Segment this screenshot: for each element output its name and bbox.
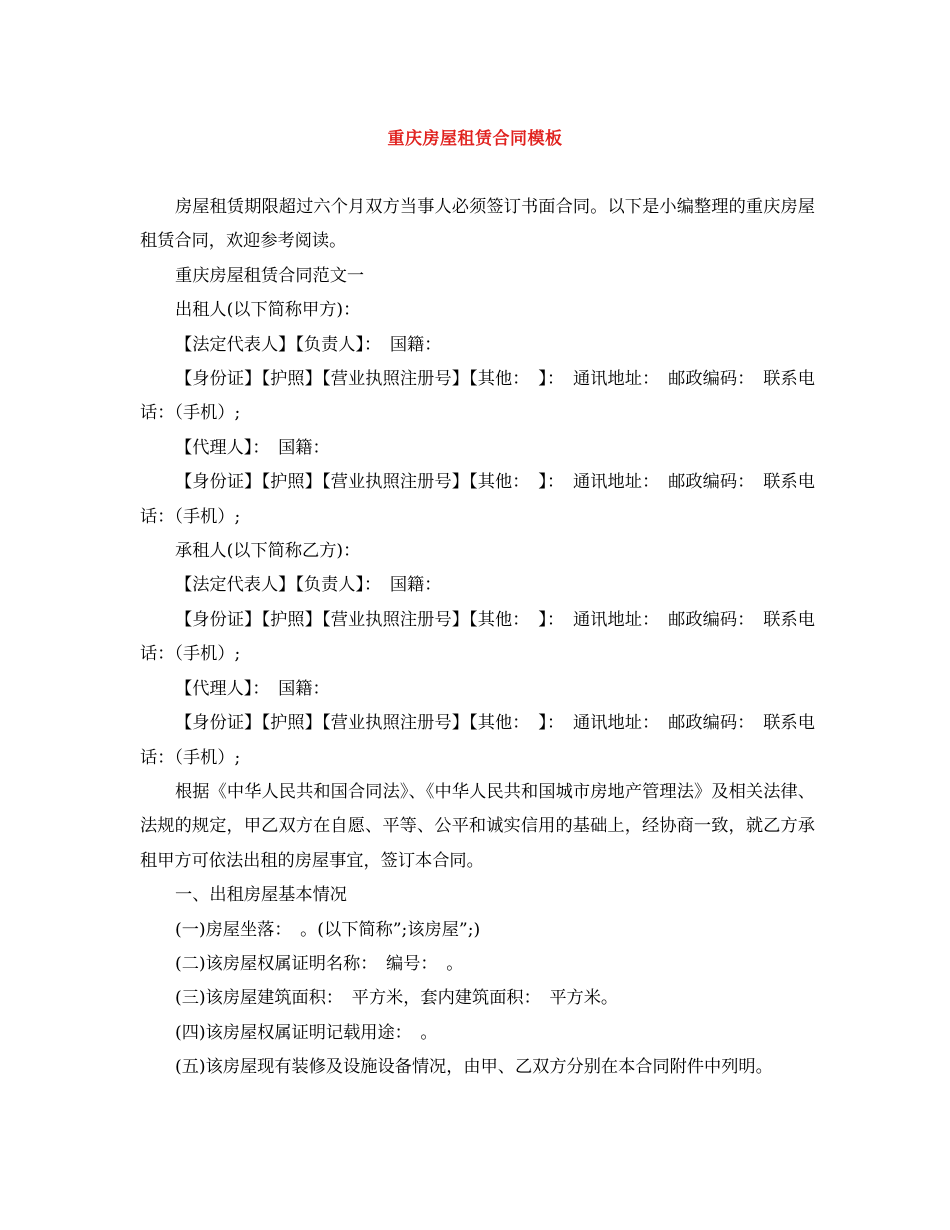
section-1-item: (二)该房屋权属证明名称： 编号： 。 (175, 953, 464, 974)
section-1-item: (三)该房屋建筑面积： 平方米，套内建筑面积： 平方米。 (175, 988, 619, 1009)
lessor-agent-id-line: 【身份证】【护照】【营业执照注册号】【其他： 】： 通讯地址： 邮政编码： 联系电话：（手机）; (140, 472, 815, 527)
section-1-item: (五)该房屋现有装修及设施设备情况，由甲、乙双方分别在本合同附件中列明。 (175, 1057, 773, 1078)
lessee-representative-line: 【法定代表人】【负责人】： 国籍： (175, 575, 442, 596)
intro-paragraph: 房屋租赁期限超过六个月双方当事人必须签订书面合同。以下是小编整理的重庆房屋租赁合同，欢迎参考阅读。 (140, 197, 815, 252)
lessee-agent-id-line: 【身份证】【护照】【营业执照注册号】【其他： 】： 通讯地址： 邮政编码： 联系电话：（手机）; (140, 713, 815, 768)
sample-heading: 重庆房屋租赁合同范文一 (175, 265, 365, 286)
lessor-id-line: 【身份证】【护照】【营业执照注册号】【其他： 】： 通讯地址： 邮政编码： 联系电话：（手机）; (140, 369, 815, 424)
section-1-item: (一)房屋坐落： 。(以下简称”;该房屋”;) (175, 919, 481, 940)
lessee-id-line: 【身份证】【护照】【营业执照注册号】【其他： 】： 通讯地址： 邮政编码： 联系电话：（手机）; (140, 609, 815, 665)
lessee-agent-line: 【代理人】： 国籍： (175, 678, 330, 699)
lessor-heading: 出租人(以下简称甲方)： (175, 300, 361, 321)
legal-basis-paragraph: 根据《中华人民共和国合同法》、《中华人民共和国城市房地产管理法》及相关法律、法规的规定，甲乙双方在自愿、平等、公平和诚实信用的基础上，经协商一致，就乙方承租甲方可依法出租的房屋事宜，签订本合同。 (140, 781, 815, 871)
section-1-item: (四)该房屋权属证明记载用途： 。 (175, 1022, 438, 1043)
document-body (140, 190, 815, 1085)
lessor-agent-line: 【代理人】： 国籍： (175, 437, 330, 458)
section-1-heading: 一、出租房屋基本情况 (175, 885, 347, 906)
document-title: 重庆房屋租赁合同模板 (387, 129, 563, 149)
lessor-representative-line: 【法定代表人】【负责人】： 国籍： (175, 334, 442, 355)
lessee-heading: 承租人(以下简称乙方)： (175, 541, 361, 562)
